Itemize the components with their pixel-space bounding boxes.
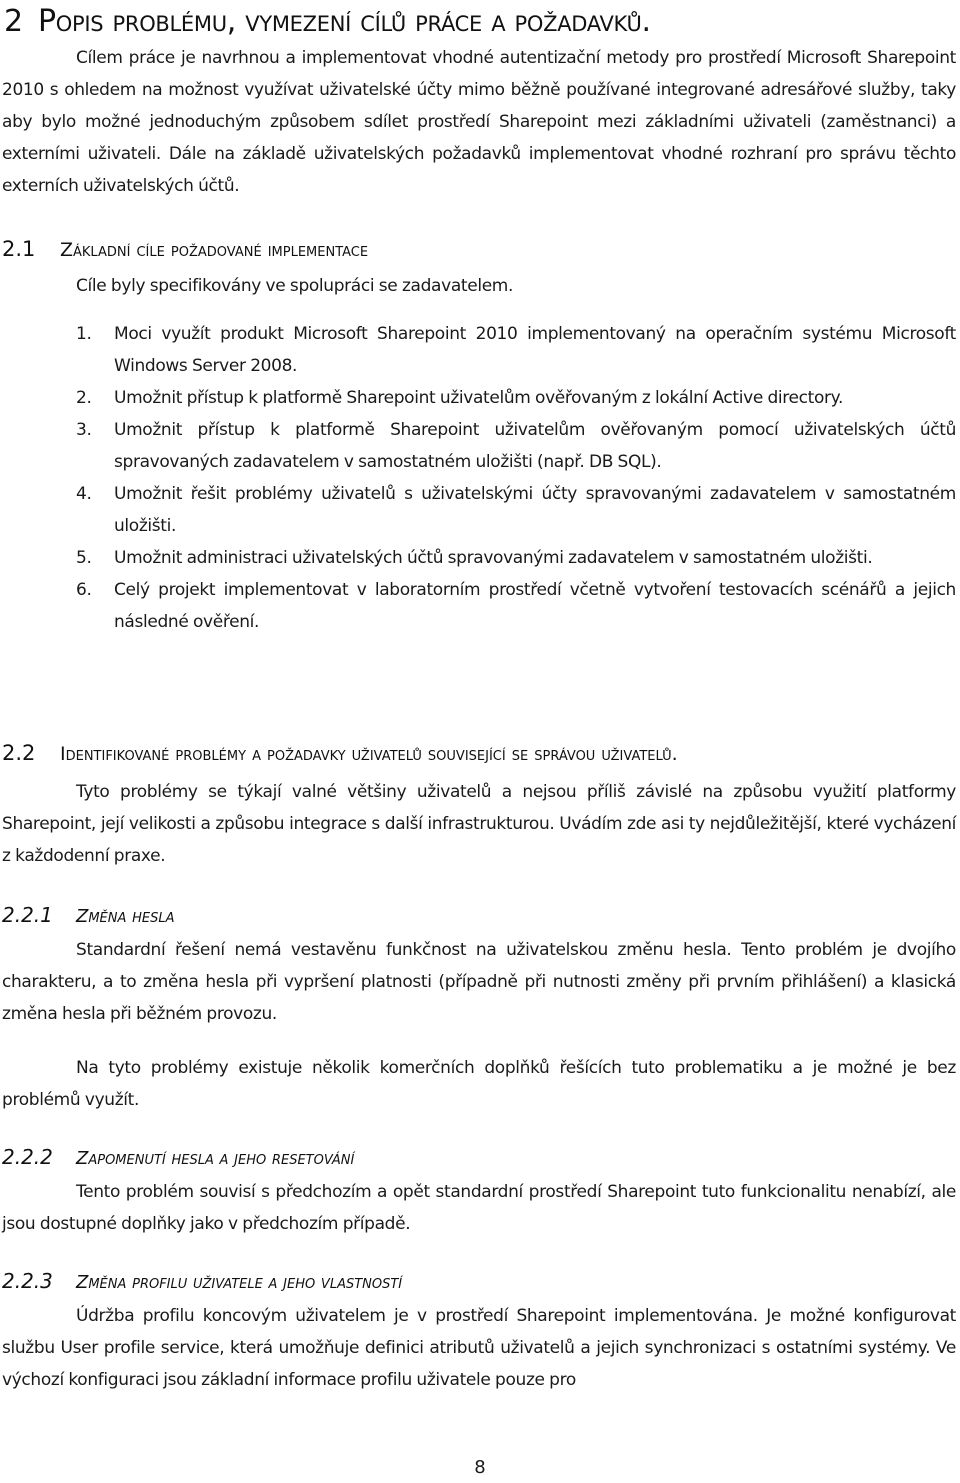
list-number: 4. <box>76 484 92 504</box>
subsection-number: 2.2.2 <box>2 1145 53 1169</box>
list-item <box>0 542 956 574</box>
page-number: 8 <box>474 1457 486 1478</box>
section-title: Základní cíle požadované implementace <box>60 239 369 261</box>
list-text: Umožnit přístup k platformě Sharepoint uživatelům ověřovaným z lokální Active directory. <box>114 388 844 408</box>
subsection-number: 2.2.1 <box>2 903 53 927</box>
list-text: Moci využít produkt Microsoft Sharepoint 2010 implementovaný na operačním systému Microsoft Windows Server 2008. <box>114 324 956 376</box>
intro-paragraph: Cílem práce je navrhnou a implementovat vhodné autentizační metody pro prostředí Microsoft Sharepoint 2010 s ohledem na možnost využívat uživatelské účty mimo běžně používané integrované adresářové služby, taky aby bylo možné jednoduchým způsobem sdílet prostředí Sharepoint mezi základními uživateli (zaměstnanci) a externími uživateli. Dále na základě uživatelských požadavků implementovat vhodné rozhraní pro správu těchto externích uživatelských účtů. <box>2 48 956 196</box>
subsection-heading-2-2-2 <box>2 1142 354 1174</box>
list-item <box>0 574 956 638</box>
subsection-heading-2-2-1 <box>2 900 174 932</box>
section-number: 2.2 <box>2 741 36 765</box>
subsection-2-2-3-paragraph: Údržba profilu koncovým uživatelem je v prostředí Sharepoint implementována. Je možné konfigurovat službu User profile service, která umožňuje definici atributů uživatelů a jejich synchronizaci s ostatními systémy. Ve výchozí konfiguraci jsou základní informace profilu uživatele pouze pro <box>2 1306 956 1390</box>
subsection-title: Změna hesla <box>76 906 175 927</box>
list-text: Umožnit řešit problémy uživatelů s uživatelskými účty spravovanými zadavatelem v samostatném uložišti. <box>114 484 956 536</box>
goals-lead: Cíle byly specifikovány ve spolupráci se zadavatelem. <box>76 276 514 296</box>
chapter-title: Popis problému, vymezení cílů práce a požadavků. <box>38 4 651 39</box>
list-text: Umožnit přístup k platformě Sharepoint uživatelům ověřovaným pomocí uživatelských účtů spravovaných zadavatelem v samostatném uložišti (např. DB SQL). <box>114 420 956 472</box>
list-number: 5. <box>76 548 92 568</box>
subsection-title: Změna profilu uživatele a jeho vlastností <box>76 1272 403 1293</box>
subsection-heading-2-2-3 <box>2 1266 402 1298</box>
section-heading-2-1 <box>2 234 368 265</box>
chapter-heading <box>4 2 651 42</box>
section-title: Identifikované problémy a požadavky uživatelů související se správou uživatelů. <box>60 743 678 765</box>
list-number: 3. <box>76 420 92 440</box>
list-number: 1. <box>76 324 92 344</box>
goals-list <box>0 318 956 638</box>
subsection-2-2-2-paragraph: Tento problém souvisí s předchozím a opět standardní prostředí Sharepoint tuto funkcionalitu nenabízí, ale jsou dostupné doplňky jako v předchozím případě. <box>2 1182 956 1234</box>
subsection-2-2-1-paragraph-2: Na tyto problémy existuje několik komerčních doplňků řešících tuto problematiku a je možné je bez problémů využít. <box>2 1058 956 1110</box>
subsection-number: 2.2.3 <box>2 1269 53 1293</box>
list-text: Umožnit administraci uživatelských účtů spravovanými zadavatelem v samostatném uložišti. <box>114 548 873 568</box>
section-heading-2-2 <box>2 738 678 769</box>
list-item <box>0 318 956 382</box>
list-item <box>0 414 956 478</box>
list-text: Celý projekt implementovat v laboratorním prostředí včetně vytvoření testovacích scénářů a jejich následné ověření. <box>114 580 956 632</box>
subsection-2-2-1-paragraph-1: Standardní řešení nemá vestavěnu funkčnost na uživatelskou změnu hesla. Tento problém je dvojího charakteru, a to změna hesla při vypršení platnosti (případně při nutnosti změny při prvním přihlášení) a klasická změna hesla při běžném provozu. <box>2 940 956 1024</box>
list-number: 2. <box>76 388 92 408</box>
chapter-number: 2 <box>4 4 23 39</box>
section-number: 2.1 <box>2 237 36 261</box>
list-item <box>0 382 956 414</box>
list-number: 6. <box>76 580 92 600</box>
section-2-2-paragraph: Tyto problémy se týkají valné většiny uživatelů a nejsou příliš závislé na způsobu využití platformy Sharepoint, její velikosti a způsobu integrace s další infrastrukturou. Uvádím zde asi ty nejdůležitější, které vycházení z každodenní praxe. <box>2 782 956 866</box>
subsection-title: Zapomenutí hesla a jeho resetování <box>76 1148 355 1169</box>
list-item <box>0 478 956 542</box>
